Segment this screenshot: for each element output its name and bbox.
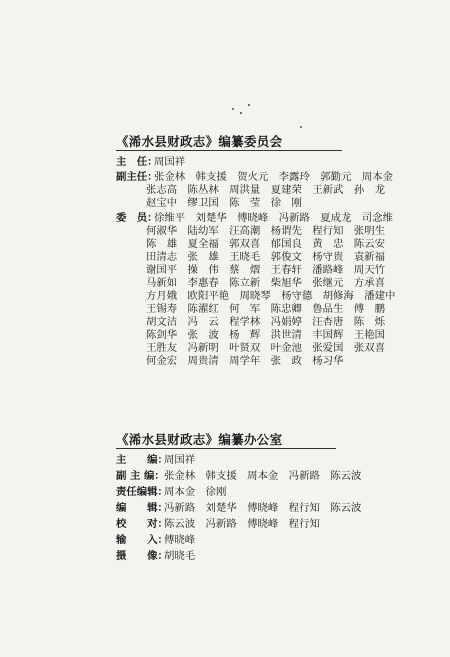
members-line: 田清志 张 雄 王晓毛 郭俊文 杨守贵 袁新福: [146, 251, 385, 263]
members-label: 委 员：: [116, 212, 158, 224]
deputy-row: [116, 171, 393, 184]
office-row-value: 周国祥: [164, 454, 196, 466]
members-line: 王胜友 冯新明 叶贤双 叶金池 张爱国 张双喜: [146, 342, 385, 354]
members-line: 陈 雄 夏全福 郭双喜 郁国良 黄 忠 陈云安: [146, 238, 385, 250]
office-row: [116, 470, 361, 483]
members-row: [116, 212, 393, 225]
office-row-value: 陈云波 冯新路 傅晓峰 程行知: [164, 518, 320, 530]
office-title: 《浠水县财政志》编纂办公室: [116, 432, 283, 447]
office-row-label: 输 入：: [116, 534, 168, 546]
office-row: [116, 518, 320, 531]
office-title-rule: [116, 448, 336, 449]
scan-speck: [240, 112, 242, 114]
office-row: [116, 534, 195, 547]
scan-speck: [248, 104, 250, 106]
deputy-label: 副主任：: [116, 171, 158, 183]
office-row-value: 周本金 徐刚: [164, 486, 227, 498]
office-row-label: 编 辑：: [116, 502, 168, 514]
members-line: 徐维平 刘楚华 傅晓峰 冯新路 夏成龙 司念维: [154, 212, 393, 224]
office-row-value: 张金林 韩支援 周本金 冯新路 陈云波: [164, 470, 362, 482]
members-line: 王锡寿 陈濯红 何 军 陈忠卿 鲁品生 傅 鹏: [146, 303, 385, 315]
office-row-label: 副 主 编：: [116, 470, 165, 482]
office-row: [116, 550, 195, 563]
office-row: [116, 454, 195, 467]
members-line: 胡文洁 冯 云 程学林 冯娟婷 汪杏唐 陈 烁: [146, 316, 385, 328]
director-label: 主 任：: [116, 156, 158, 168]
deputy-names-line3: 赵宝中 缪卫国 陈 莹 徐 刚: [146, 197, 302, 209]
deputy-names-line1: 张金林 韩支援 贺火元 李露玲 郭勤元 周本金: [154, 171, 393, 183]
office-row-label: 主 编：: [116, 454, 168, 466]
members-line: 陈剑华 张 波 杨 辉 洪世清 丰国辉 王艳国: [146, 329, 385, 341]
director-row: [116, 156, 185, 169]
office-row-label: 责任编辑：: [116, 486, 168, 498]
members-line: 马新如 李惠春 陈立新 柴旭华 张继元 方承喜: [146, 277, 385, 289]
members-line: 方月娥 欧阳平艳 周晓琴 杨守德 胡修海 潘建中: [146, 290, 396, 302]
members-line: 谢国平 操 伟 蔡 熠 王春轩 潘路峰 周天竹: [146, 264, 385, 276]
office-row: [116, 502, 361, 515]
office-row-value: 胡晓毛: [164, 550, 196, 562]
office-row-value: 冯新路 刘楚华 傅晓峰 程行知 陈云波: [164, 502, 362, 514]
scan-speck: [300, 126, 302, 128]
scan-speck: [232, 108, 234, 110]
members-line: 何金宏 周贵清 周学年 张 政 杨习华: [146, 355, 344, 367]
members-line: 何淑华 陆幼军 汪高潮 杨谓先 程行知 张明生: [146, 225, 385, 237]
committee-title-rule: [116, 150, 342, 151]
director-name: 周国祥: [154, 156, 186, 168]
office-row-label: 校 对：: [116, 518, 168, 530]
office-row-value: 傅晓峰: [164, 534, 196, 546]
committee-title: 《浠水县财政志》编纂委员会: [116, 134, 283, 149]
office-row: [116, 486, 226, 499]
office-row-label: 摄 像：: [116, 550, 168, 562]
deputy-names-line2: 张志高 陈丛林 周洪量 夏建荣 王新武 孙 龙: [146, 184, 385, 196]
